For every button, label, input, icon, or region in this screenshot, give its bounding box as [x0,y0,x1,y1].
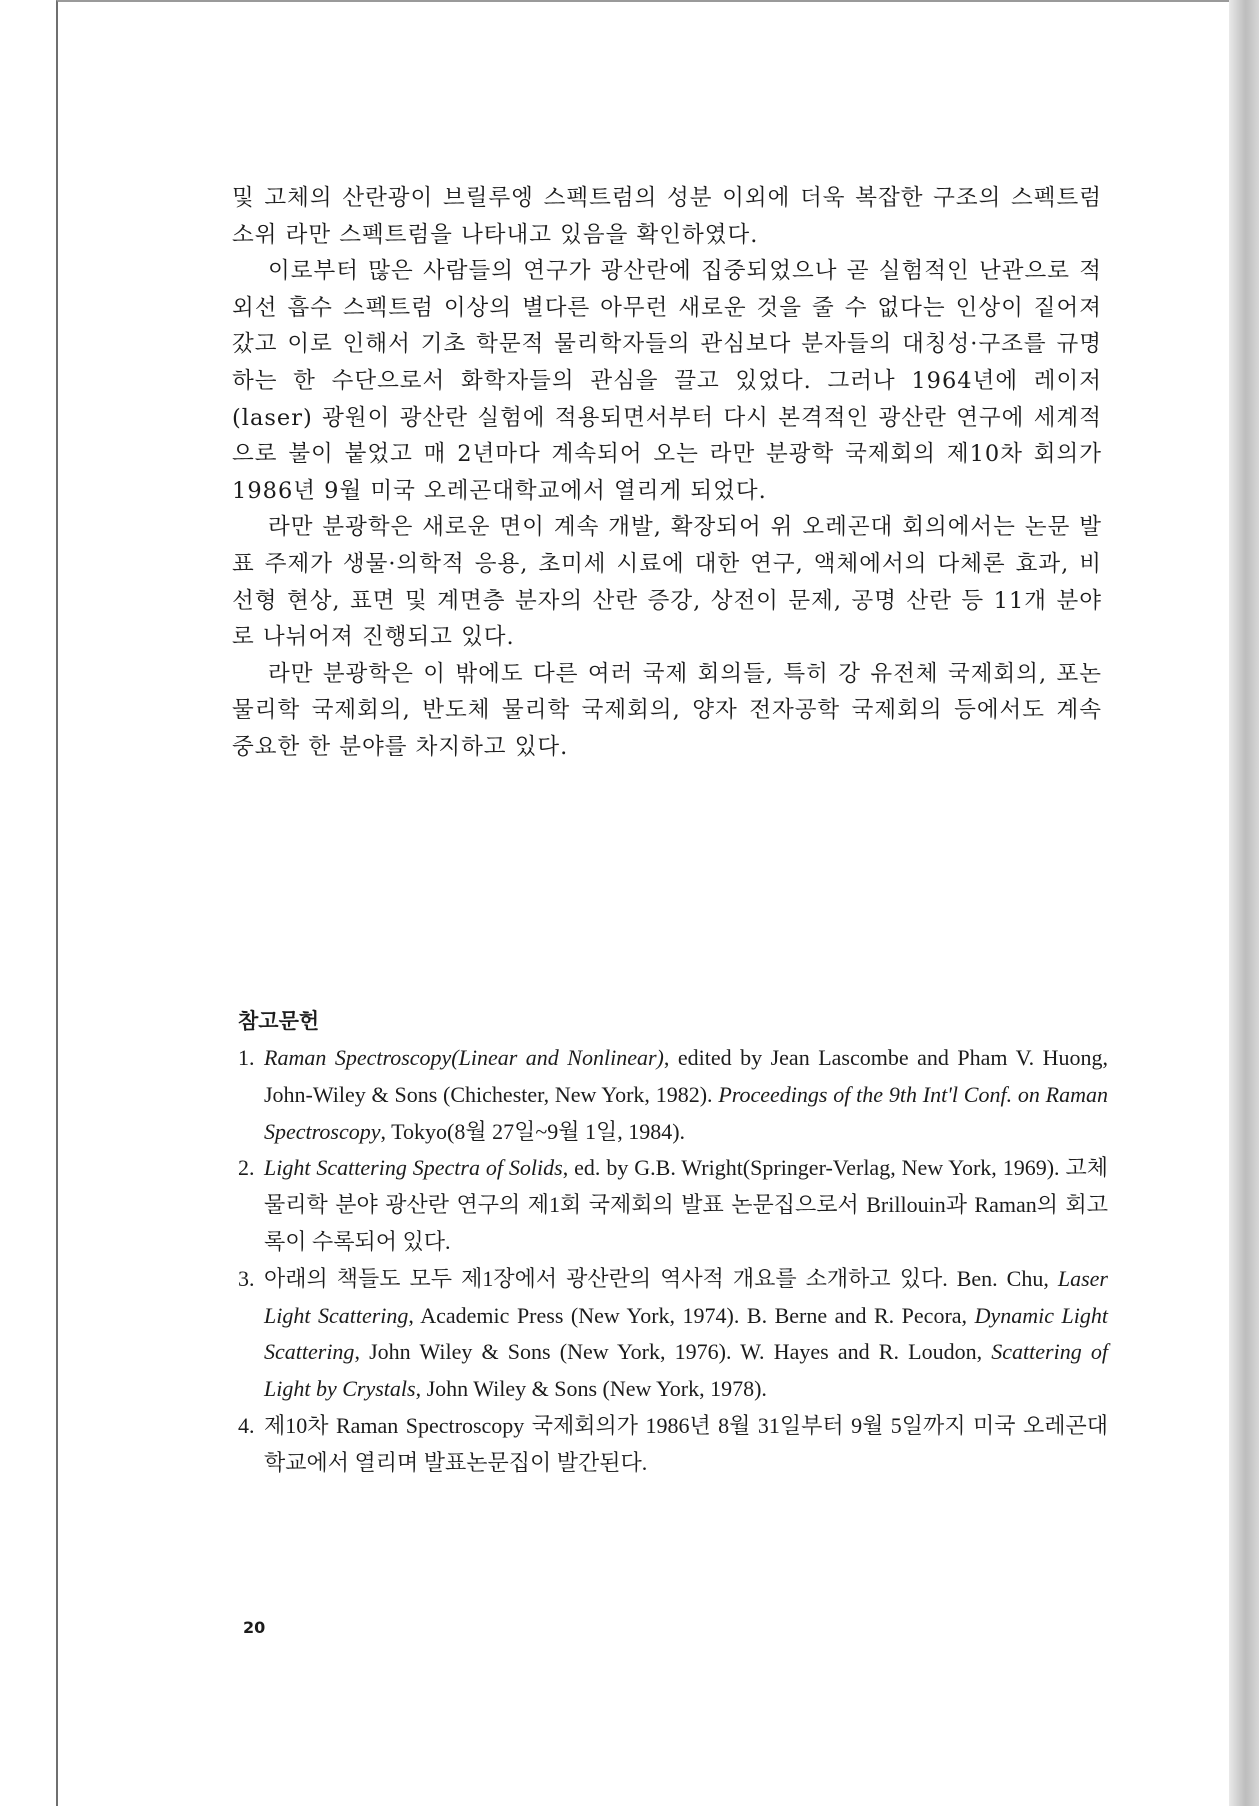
reference-segment: , edited by Jean Lascombe and Pham V. Huong, John-Wiley & Sons (Chichester, New York, 1982). [264,1045,1109,1107]
reference-segment: , Academic Press (New York, 1974). B. Berne and R. Pecora, [408,1302,975,1328]
references-heading: 참고문헌 [238,1009,320,1033]
reference-segment: 아래의 책들도 모두 제1장에서 광산란의 역사적 개요를 소개하고 있다. Ben. Chu, [264,1265,1058,1291]
reference-title: Raman Spectroscopy(Linear and Nonlinear) [264,1045,664,1070]
reference-item [238,1150,1108,1260]
reference-segment: , ed. by G.B. Wright(Springer-Verlag, New York, 1969). 고체 물리학 분야 광산란 연구의 제1회 국제회의 발표 논문집으로서 Brillouin과 Raman의 회고록이 수록되어 있다. [264,1155,1108,1254]
reference-number: 2. [238,1155,255,1181]
reference-number: 3. [238,1265,255,1291]
paragraph-continuation: 및 고체의 산란광이 브릴루엥 스펙트럼의 성분 이외에 더욱 복잡한 구조의 스펙트럼 소위 라만 스펙트럼을 나타내고 있음을 확인하였다. [232,185,1102,248]
reference-title: Scattering of Light by Crystals [264,1339,1108,1402]
reference-title: Proceedings of the 9th Int'l Conf. on Raman Spectroscopy [264,1081,1108,1144]
reference-text [264,1155,1108,1254]
reference-number: 1. [238,1045,255,1070]
reference-segment: , John Wiley & Sons (New York, 1978). [415,1376,767,1402]
paragraph-other-conferences: 라만 분광학은 이 밖에도 다른 여러 국제 회의들, 특히 강 유전체 국제회의, 포논 물리학 국제회의, 반도체 물리학 국제회의, 양자 전자공학 국제회의 등에서도 계속 중요한 한 분야를 차지하고 있다. [232,660,1102,760]
page-edge-shadow [1229,0,1259,1806]
paragraph-laser-history: 이로부터 많은 사람들의 연구가 광산란에 집중되었으나 곧 실험적인 난관으로 적외선 흡수 스펙트럼 이상의 별다른 아무런 새로운 것을 줄 수 없다는 인상이 짙어져 갔고 이로 인해서 기초 학문적 물리학자들의 관심보다 분자들의 대칭성·구조를 규명하는 한 수단으로서 화학자들의 관심을 끌고 있었다. 그러나 1964년에 레이저(laser) 광원이 광산란 실험에 적용되면서부터 다시 본격적인 광산란 연구에 세계적으로 불이 붙었고 매 2년마다 계속되어 오는 라만 분광학 국제회의 제10차 회의가 1986년 9월 미국 오레곤대학교에서 열리게 되었다. [232,258,1102,504]
reference-text [264,1413,1108,1475]
page-number: 20 [243,1618,266,1637]
reference-text [264,1045,1108,1144]
reference-title: Light Scattering Spectra of Solids [264,1155,563,1181]
reference-text [264,1266,1108,1401]
body-text [232,180,1102,766]
reference-number: 4. [238,1412,255,1438]
reference-title: Laser Light Scattering [264,1265,1108,1328]
references-list [238,1040,1108,1482]
reference-item [238,1040,1108,1150]
reference-item [238,1261,1108,1408]
reference-item [238,1408,1108,1482]
reference-segment: , John Wiley & Sons (New York, 1976). W. Hayes and R. Loudon, [354,1339,992,1365]
paragraph-raman-topics: 라만 분광학은 새로운 면이 계속 개발, 확장되어 위 오레곤대 회의에서는 논문 발표 주제가 생물·의학적 응용, 초미세 시료에 대한 연구, 액체에서의 다체론 효과, 비선형 현상, 표면 및 계면층 분자의 산란 증강, 상전이 문제, 공명 산란 등 11개 분야로 나뉘어져 진행되고 있다. [232,514,1102,651]
reference-segment: 제10차 Raman Spectroscopy 국제회의가 1986년 8월 31일부터 9월 5일까지 미국 오레곤대학교에서 열리며 발표논문집이 발간된다. [264,1412,1108,1475]
reference-segment: , Tokyo(8월 27일~9월 1일, 1984). [380,1118,686,1144]
reference-title: Dynamic Light Scattering [264,1302,1108,1365]
